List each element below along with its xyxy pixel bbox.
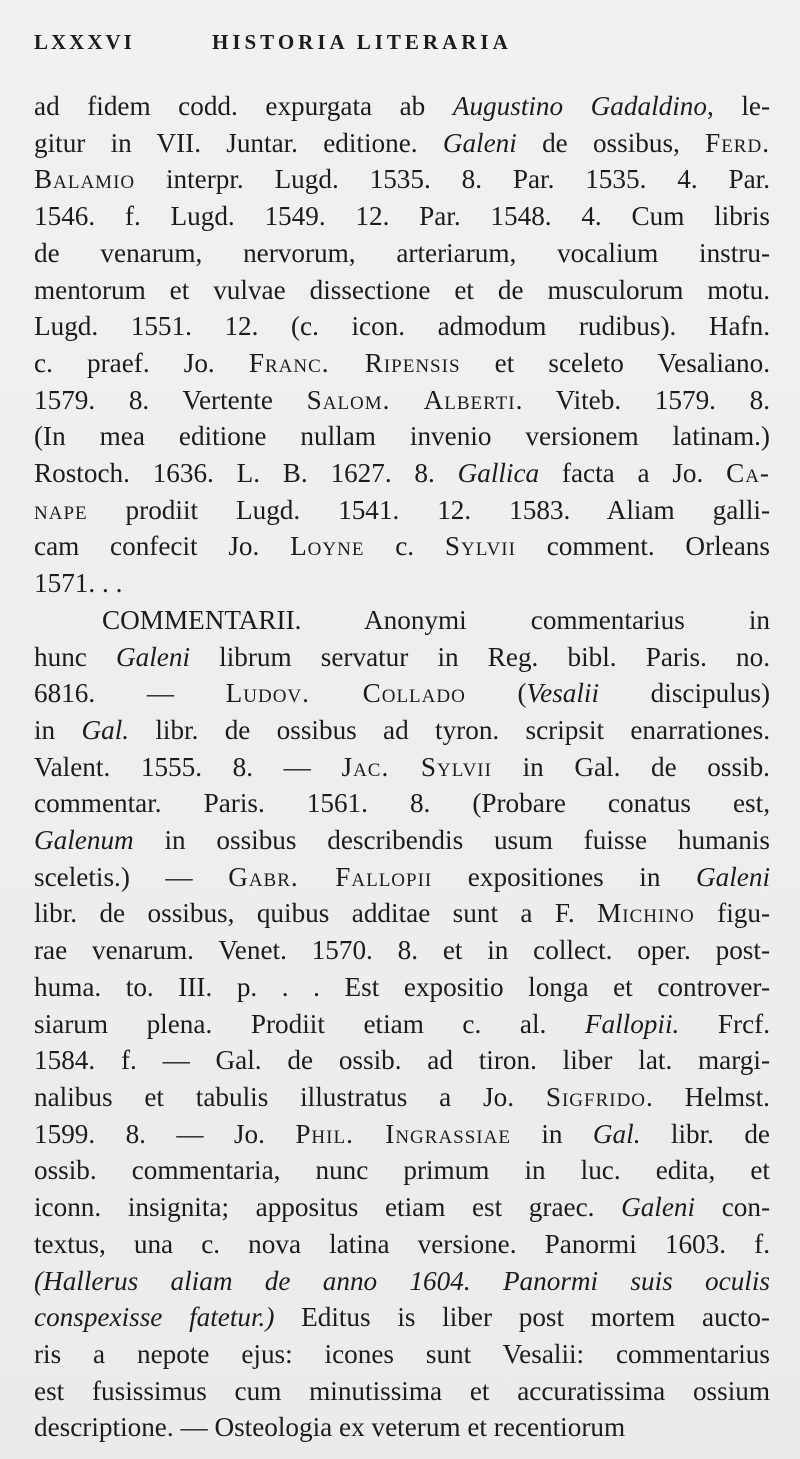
text-run: 1571. . . [34, 568, 123, 599]
text-run: Balamio [34, 164, 136, 195]
text-run: Ferd. [705, 127, 770, 158]
text-run: Phil. Ingrassiae [295, 1118, 511, 1149]
text-run: c. praef. Jo. [34, 347, 249, 378]
text-line [34, 969, 770, 1006]
text-run: Salom. Alberti [306, 384, 516, 415]
text-run: nalibus et tabulis illustratus a Jo. [34, 1081, 546, 1112]
text-line [34, 1116, 770, 1153]
text-run: c. [364, 531, 445, 562]
text-run: Lugd. 1551. 12. (c. icon. admodum rudibus). Hafn. [34, 311, 770, 342]
text-line [34, 1079, 770, 1116]
text-run: in Gal. de ossib. [491, 751, 770, 782]
text-run: nape [34, 494, 88, 525]
text-run: COMMENTARII. Anonymi commentarius in [102, 604, 770, 635]
text-run: discipulus) [599, 678, 770, 709]
text-run: in ossibus describendis usum fuisse humanis [133, 825, 770, 856]
text-run: ad fidem codd. expurgata ab [34, 91, 453, 121]
text-run: commentar. Paris. 1561. 8. (Probare conatus est, [34, 788, 770, 819]
text-run: Valent. 1555. 8. — [34, 751, 342, 782]
text-run: ris a nepote ejus: icones sunt Vesalii: commentarius [34, 1338, 770, 1369]
text-run: libr. de ossibus ad tyron. scripsit enarrationes. [129, 714, 771, 745]
text-line [34, 1189, 770, 1226]
text-line [34, 88, 770, 125]
text-run: hunc [34, 641, 116, 672]
text-line [34, 528, 770, 565]
running-head [34, 30, 770, 66]
text-run: con- [695, 1192, 771, 1223]
text-run: descriptione. — Osteologia ex veterum et recentiorum [34, 1412, 626, 1443]
text-run: Michino [597, 898, 695, 929]
text-line [34, 492, 770, 529]
text-run: . Viteb. 1579. 8. [515, 384, 770, 415]
text-run: huma. to. III. p. . . Est expositio longa et controver- [34, 971, 770, 1002]
text-run: gitur in VII. Juntar. editione. [34, 127, 443, 158]
text-line [34, 932, 770, 969]
text-line [34, 1226, 770, 1263]
text-run: Ludov. Collado [225, 678, 466, 709]
text-line [34, 822, 770, 859]
text-run: mentorum et vulvae dissectione et de musculorum motu. [34, 274, 770, 305]
text-run: rae venarum. Venet. 1570. 8. et in collect. oper. post- [34, 935, 770, 966]
text-run: Galenum [34, 825, 134, 856]
text-run: Gallica [457, 458, 540, 489]
text-run: Editus is liber post mortem aucto- [274, 1302, 770, 1333]
text-run: ( [465, 678, 527, 709]
text-run: figu- [694, 898, 770, 929]
text-run: 1579. 8. Vertente [34, 384, 307, 415]
text-line [34, 1042, 770, 1079]
text-line [34, 1409, 770, 1446]
text-run: (In mea editione nullam invenio versionem latinam.) [34, 421, 770, 452]
text-run: Galeni [696, 861, 771, 892]
text-run: 1546. f. Lugd. 1549. 12. Par. 1548. 4. Cum libris [34, 201, 770, 232]
text-run: Ca- [726, 458, 770, 489]
text-line [34, 161, 770, 198]
text-run: libr. de [640, 1118, 771, 1149]
text-run: libr. de ossibus, quibus additae sunt a F. [34, 898, 598, 929]
text-run: Frcf. [679, 1008, 770, 1039]
text-line [34, 1336, 770, 1373]
text-run: Augustino Gadaldino [452, 91, 707, 121]
text-run: cam confecit Jo. [34, 531, 291, 562]
text-run: librum servatur in Reg. bibl. Paris. no. [190, 641, 771, 672]
text-run: de venarum, nervorum, arteriarum, vocalium instru- [34, 237, 770, 268]
text-line [34, 235, 770, 272]
text-line [34, 1006, 770, 1043]
text-run: siarum plena. Prodiit etiam c. al. [34, 1008, 585, 1039]
text-line [34, 712, 770, 749]
text-line [34, 1152, 770, 1189]
text-run: de ossibus, [516, 127, 706, 158]
text-run: 1599. 8. — Jo. [34, 1118, 296, 1149]
text-run: iconn. insignita; appositus etiam est graec. [34, 1192, 622, 1223]
text-line [34, 272, 770, 309]
text-line [34, 1299, 770, 1336]
text-line [34, 749, 770, 786]
text-run: 6816. — [34, 678, 226, 709]
text-line [34, 1373, 770, 1410]
text-run: facta a Jo. [539, 458, 727, 489]
text-line [34, 455, 770, 492]
text-run: Jac. Sylvii [341, 751, 492, 782]
text-run: textus, una c. nova latina versione. Panormi 1603. f. [34, 1228, 770, 1259]
text-run: Gal. [592, 1118, 641, 1149]
text-run: in [34, 714, 82, 745]
text-line [34, 345, 770, 382]
text-line [34, 639, 770, 676]
text-line [34, 602, 770, 639]
text-line [34, 675, 770, 712]
text-run: 1584. f. — Gal. de ossib. ad tiron. liber lat. margi- [34, 1045, 770, 1076]
text-run: comment. Orleans [515, 531, 770, 562]
text-run: (Hallerus aliam de anno 1604. Panormi suis oculis [34, 1265, 770, 1296]
text-body [34, 88, 770, 1446]
text-run: , le- [706, 91, 770, 121]
text-line [34, 565, 770, 602]
text-run: Gal. [81, 714, 130, 745]
text-line [34, 1263, 770, 1300]
text-line [34, 125, 770, 162]
text-run: interpr. Lugd. 1535. 8. Par. 1535. 4. Par. [135, 164, 770, 195]
running-title: HISTORIA LITERARIA [212, 30, 512, 54]
text-run: est fusissimus cum minutissima et accuratissima ossium [34, 1375, 770, 1406]
text-run: Fallopii. [584, 1008, 680, 1039]
text-run: sceletis.) — [34, 861, 229, 892]
text-run: Galeni [116, 641, 190, 672]
text-line [34, 308, 770, 345]
text-line [34, 382, 770, 419]
text-run: expositiones in [432, 861, 697, 892]
text-line [34, 418, 770, 455]
text-run: Sigfrido [545, 1081, 647, 1112]
text-line [34, 859, 770, 896]
text-line [34, 895, 770, 932]
text-line [34, 198, 770, 235]
text-run: Vesalii [526, 678, 600, 709]
text-run: ossib. commentaria, nunc primum in luc. edita, et [34, 1155, 770, 1186]
text-run: Loyne [290, 531, 365, 562]
text-line [34, 785, 770, 822]
text-run: Sylvii [444, 531, 516, 562]
text-run: et sceleto Vesaliano. [460, 347, 771, 378]
page-number: LXXXVI [34, 30, 135, 54]
text-run: Galeni [442, 127, 517, 158]
text-run: Franc. Ripensis [248, 347, 461, 378]
text-run: conspexisse fatetur.) [34, 1302, 275, 1333]
text-run: in [510, 1118, 593, 1149]
text-run: Gabr. Fallopii [228, 861, 433, 892]
text-run: prodiit Lugd. 1541. 12. 1583. Aliam galli- [87, 494, 770, 525]
text-run: Rostoch. 1636. L. B. 1627. 8. [34, 458, 458, 489]
text-run: . Helmst. [646, 1081, 770, 1112]
text-run: Galeni [621, 1192, 696, 1223]
